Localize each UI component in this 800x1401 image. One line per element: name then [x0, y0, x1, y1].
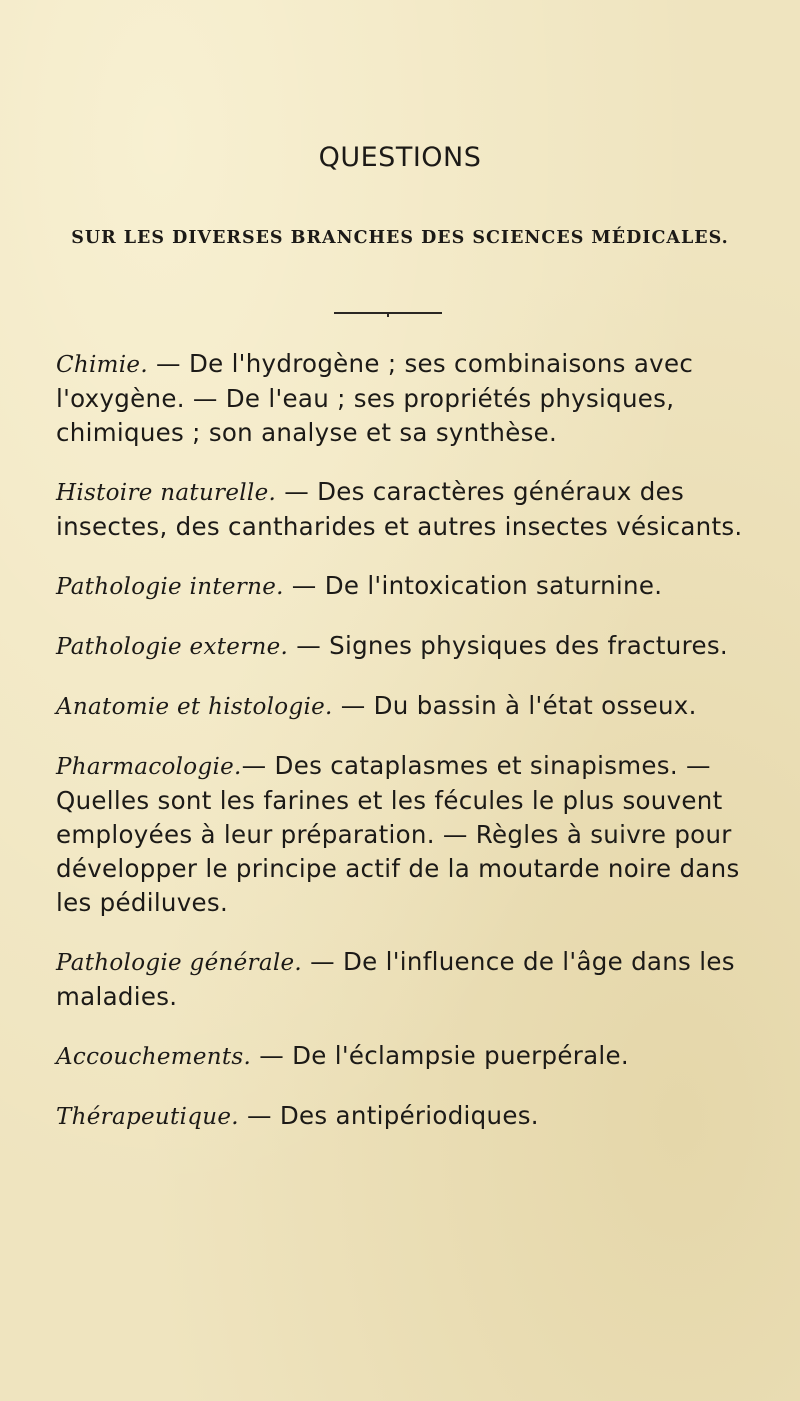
question-heading: Histoire naturelle. — [56, 480, 277, 506]
question-text: — De l'influence de l'âge dans les maladies. — [56, 947, 735, 1011]
question-text: — Du bassin à l'état osseux. — [332, 691, 697, 720]
question-text: — De l'éclampsie puerpérale. — [251, 1041, 630, 1070]
question-heading: Pharmacologie. — [56, 754, 242, 780]
question-text: — Signes physiques des fractures. — [288, 631, 728, 660]
question-heading: Pathologie interne. — [56, 574, 284, 600]
page-subtitle: SUR LES DIVERSES BRANCHES DES SCIENCES MÉDICALES. — [71, 228, 729, 248]
question-text: — Des caractères généraux des insectes, des cantharides et autres insectes vésicants. — [56, 477, 743, 541]
question-heading: Chimie. — [56, 352, 148, 378]
question-therapeutique — [56, 1099, 746, 1134]
question-heading: Anatomie et histologie. — [56, 694, 333, 720]
question-accouchements — [56, 1039, 746, 1074]
question-heading: Accouchements. — [56, 1044, 252, 1070]
question-pathologie-generale — [56, 945, 746, 1014]
question-chimie — [56, 347, 746, 450]
question-text: — Des cataplasmes et sinapismes. — Quelles sont les farines et les fécules le plus souvent employées à leur préparation. — Règles à suivre pour développer le principe actif de la moutarde noire dans les pédiluves. — [56, 751, 740, 917]
question-pathologie-externe — [56, 629, 746, 664]
question-text: — De l'intoxication saturnine. — [283, 571, 663, 600]
question-list — [56, 347, 746, 1159]
question-heading: Pathologie externe. — [56, 634, 289, 660]
page-title: QUESTIONS — [318, 142, 482, 173]
question-pathologie-interne — [56, 569, 746, 604]
question-text: — Des antipériodiques. — [238, 1101, 539, 1130]
question-histoire-naturelle — [56, 475, 746, 544]
question-heading: Thérapeutique. — [56, 1104, 239, 1130]
question-text: — De l'hydrogène ; ses combinaisons avec l'oxygène. — De l'eau ; ses propriétés physiques, chimiques ; son analyse et sa synthèse. — [56, 349, 694, 447]
section-divider — [334, 312, 442, 314]
question-anatomie-histologie — [56, 689, 746, 724]
question-heading: Pathologie générale. — [56, 950, 303, 976]
question-pharmacologie — [56, 749, 746, 920]
